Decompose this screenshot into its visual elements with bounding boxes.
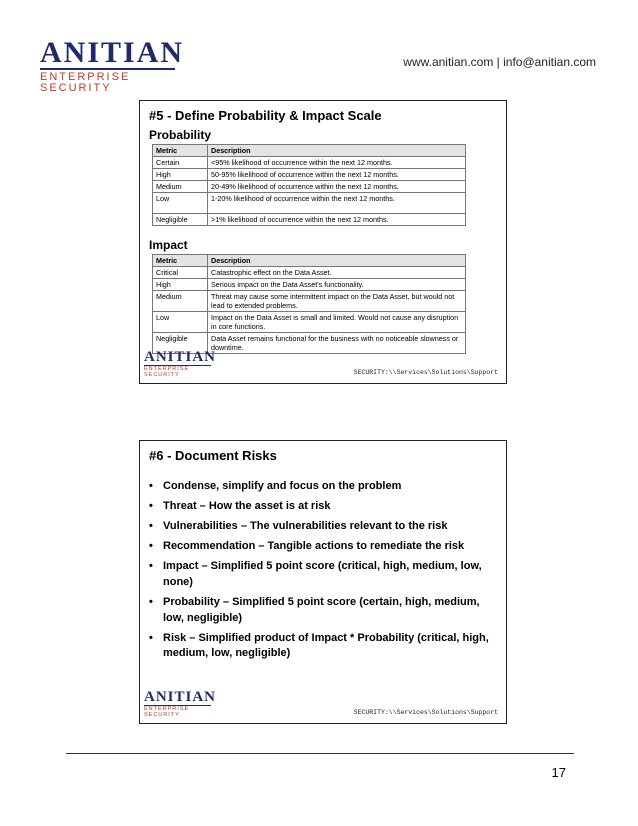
probability-heading: Probability <box>149 128 212 142</box>
column-header: Metric <box>153 145 208 157</box>
slide-logo <box>144 690 216 718</box>
metric-cell: Critical <box>153 267 208 279</box>
slide-probability-impact <box>139 100 507 384</box>
logo-name: ANITIAN <box>144 689 217 705</box>
logo-tagline: ENTERPRISE SECURITY <box>144 705 211 718</box>
list-item: • Risk – Simplified product of Impact * Probability (critical, high, medium, low, negligible) <box>149 631 494 663</box>
slide-document-risks <box>139 440 507 724</box>
logo-tagline: ENTERPRISE SECURITY <box>144 365 211 378</box>
description-cell: 1-20% likelihood of occurrence within the next 12 months. <box>208 193 466 214</box>
list-item: • Condense, simplify and focus on the problem <box>149 479 494 495</box>
page-number: 17 <box>551 765 566 780</box>
description-cell: Threat may cause some intermittent impact on the Data Asset, but would not lead to extended problems. <box>208 291 466 312</box>
description-cell: Serious impact on the Data Asset's functionality. <box>208 279 466 291</box>
table-row <box>153 291 466 312</box>
table-row <box>153 193 466 214</box>
table-row <box>153 169 466 181</box>
list-item: • Impact – Simplified 5 point score (critical, high, medium, low, none) <box>149 559 494 591</box>
metric-cell: Low <box>153 312 208 333</box>
list-item: • Probability – Simplified 5 point score (certain, high, medium, low, negligible) <box>149 595 494 627</box>
description-cell: >1% likelihood of occurrence within the next 12 months. <box>208 214 466 226</box>
slide-title: #5 - Define Probability & Impact Scale <box>149 108 382 123</box>
impact-table <box>152 254 466 354</box>
table-row <box>153 214 466 226</box>
table-row <box>153 279 466 291</box>
footer-divider <box>66 753 574 754</box>
header-logo <box>40 38 184 94</box>
logo-tagline: ENTERPRISE SECURITY <box>40 68 175 94</box>
description-cell: Catastrophic effect on the Data Asset. <box>208 267 466 279</box>
bullet-list <box>149 479 494 666</box>
metric-cell: High <box>153 279 208 291</box>
metric-cell: Negligible <box>153 214 208 226</box>
contact-info: www.anitian.com | info@anitian.com <box>403 55 596 69</box>
column-header: Metric <box>153 255 208 267</box>
impact-heading: Impact <box>149 238 188 252</box>
metric-cell: Low <box>153 193 208 214</box>
metric-cell: High <box>153 169 208 181</box>
slide-footer: SECURITY:\\Services\Solutions\Support <box>353 369 498 376</box>
list-item: • Vulnerabilities – The vulnerabilities relevant to the risk <box>149 519 494 535</box>
slide-logo <box>144 350 216 378</box>
table-header-row <box>153 145 466 157</box>
description-cell: Data Asset remains functional for the business with no noticeable slowness or downtime. <box>208 333 466 354</box>
table-row <box>153 267 466 279</box>
description-cell: 20-49% likelihood of occurrence within the next 12 months. <box>208 181 466 193</box>
table-row <box>153 157 466 169</box>
probability-table <box>152 144 466 226</box>
metric-cell: Negligible <box>153 333 208 354</box>
description-cell: <95% likelihood of occurrence within the next 12 months. <box>208 157 466 169</box>
list-item: • Recommendation – Tangible actions to remediate the risk <box>149 539 494 555</box>
table-row <box>153 312 466 333</box>
metric-cell: Medium <box>153 291 208 312</box>
description-cell: Impact on the Data Asset is small and limited. Would not cause any disruption in core functions. <box>208 312 466 333</box>
logo-name: ANITIAN <box>40 36 185 69</box>
logo-name: ANITIAN <box>144 349 217 365</box>
list-item: • Threat – How the asset is at risk <box>149 499 494 515</box>
table-row <box>153 181 466 193</box>
table-header-row <box>153 255 466 267</box>
column-header: Description <box>208 255 466 267</box>
description-cell: 50-95% likelihood of occurrence within the next 12 months. <box>208 169 466 181</box>
metric-cell: Certain <box>153 157 208 169</box>
column-header: Description <box>208 145 466 157</box>
slide-title: #6 - Document Risks <box>149 448 277 463</box>
slide-footer: SECURITY:\\Services\Solutions\Support <box>353 709 498 716</box>
metric-cell: Medium <box>153 181 208 193</box>
